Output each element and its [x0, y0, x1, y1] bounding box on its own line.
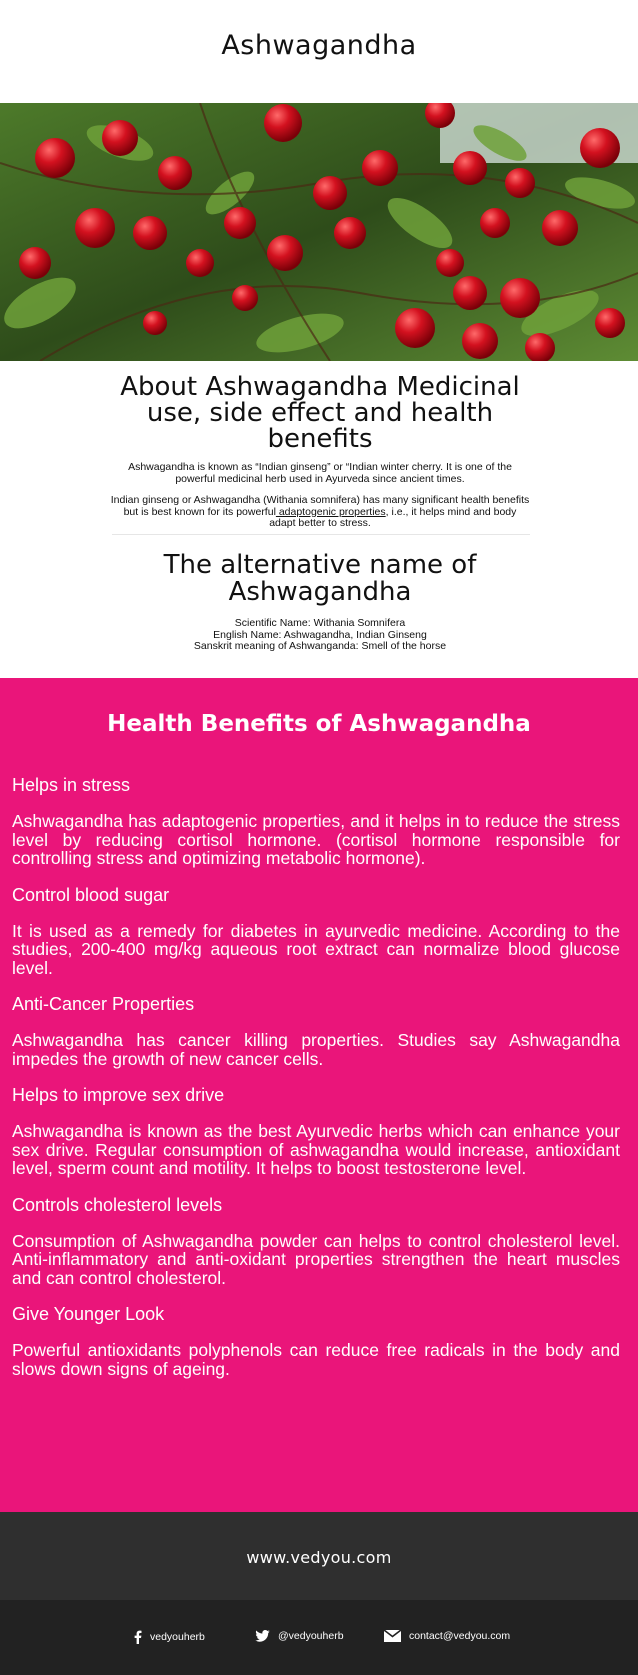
benefit-blood-sugar — [12, 885, 620, 978]
sanskrit-meaning: Sanskrit meaning of Ashwanganda: Smell of the horse — [193, 640, 447, 652]
facebook-icon — [133, 1630, 142, 1644]
page-title: Ashwagandha — [221, 30, 417, 61]
about-section — [110, 374, 530, 530]
benefit-text: Ashwagandha has cancer killing properties. Studies say Ashwagandha impedes the growth of new cancer cells. — [12, 1030, 620, 1069]
benefit-younger-look — [12, 1304, 620, 1378]
benefit-text: Consumption of Ashwagandha powder can helps to control cholesterol level. Anti-inflammatory and anti-oxidant properties strengthen the heart muscles and can control cholesterol. — [12, 1230, 620, 1288]
email-address: contact@vedyou.com — [409, 1630, 511, 1642]
twitter-icon — [255, 1630, 270, 1642]
alternative-names-section — [110, 552, 530, 653]
benefit-title: Anti-Cancer Properties — [12, 994, 195, 1014]
twitter-handle: @vedyouherb — [278, 1630, 344, 1642]
social-footer — [0, 1600, 638, 1675]
benefit-sex-drive — [12, 1085, 620, 1178]
hero-image — [0, 103, 638, 361]
website-footer — [0, 1512, 638, 1600]
facebook-handle: vedyouherb — [150, 1631, 205, 1643]
health-benefits-section — [0, 678, 638, 1512]
twitter-link[interactable] — [255, 1630, 344, 1642]
benefit-title: Helps in stress — [12, 775, 131, 795]
benefit-text: It is used as a remedy for diabetes in ayurvedic medicine. According to the studies, 200-400 mg/kg aqueous root extract can normalize blood glucose level. — [12, 920, 620, 978]
about-paragraph-1: Ashwagandha is known as “Indian ginseng” or “Indian winter cherry. It is one of the powerful medicinal herb used in Ayurveda since ancient times. — [128, 461, 512, 485]
benefit-anti-cancer — [12, 994, 620, 1068]
about-paragraph-2 — [110, 495, 530, 530]
benefit-title: Controls cholesterol levels — [12, 1194, 223, 1215]
benefit-text: Ashwagandha has adaptogenic properties, and it helps in to reduce the stress level by reducing cortisol hormone. (cortisol hormone responsible for controlling stress and optimizing metabolic hormone). — [12, 811, 620, 868]
adaptogenic-properties-link[interactable]: adaptogenic properties — [275, 505, 386, 518]
alternative-names-heading: The alternative name of Ashwagandha — [163, 550, 477, 607]
about-paragraph-2-start: Indian ginseng or Ashwagandha (Withania somnifera) has many significant health benefits but is best known for its powerful — [110, 494, 530, 518]
health-benefits-heading: Health Benefits of Ashwagandha — [107, 711, 531, 737]
benefit-title: Give Younger Look — [12, 1304, 165, 1324]
about-paragraph-2-end: , i.e., it helps mind and body adapt better to stress. — [269, 505, 517, 529]
red-berries-photo — [0, 103, 638, 361]
benefit-text: Powerful antioxidants polyphenols can reduce free radicals in the body and slows down signs of ageing. — [12, 1340, 620, 1379]
about-heading: About Ashwagandha Medicinal use, side effect and health benefits — [120, 372, 520, 454]
facebook-link[interactable] — [133, 1630, 205, 1644]
email-link[interactable] — [384, 1630, 510, 1642]
benefits-list — [12, 775, 620, 1395]
benefit-title: Control blood sugar — [12, 884, 170, 905]
benefit-stress — [12, 775, 620, 868]
benefit-text: Ashwagandha is known as the best Ayurvedic herbs which can enhance your sex drive. Regular consumption of ashwagandha would increase, antioxidant level, sperm count and motility. It helps to boost testosterone level. — [12, 1121, 620, 1178]
envelope-icon — [384, 1630, 401, 1642]
section-divider — [112, 534, 530, 535]
alternative-names-list — [110, 618, 530, 653]
english-name: English Name: Ashwagandha, Indian Ginseng — [213, 628, 427, 641]
scientific-name: Scientific Name: Withania Somnifera — [234, 617, 406, 629]
website-link[interactable]: www.vedyou.com — [246, 1548, 392, 1567]
benefit-title: Helps to improve sex drive — [12, 1085, 225, 1105]
benefit-cholesterol — [12, 1195, 620, 1288]
